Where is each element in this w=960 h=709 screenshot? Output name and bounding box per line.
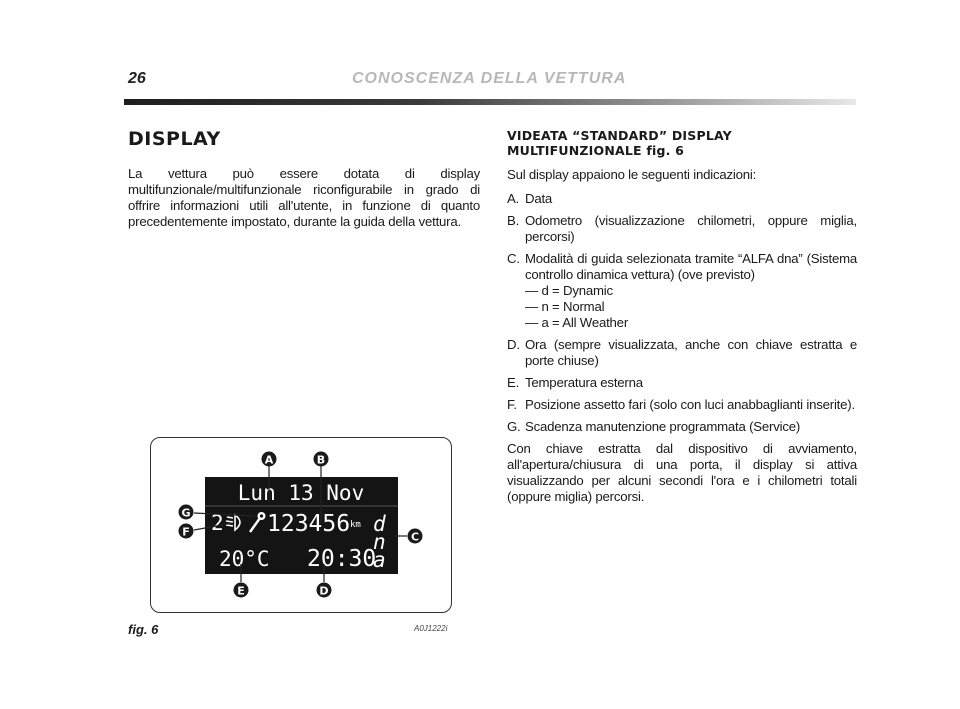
- lcd-mode-d: d: [373, 512, 387, 537]
- list-item: [507, 419, 857, 435]
- svg-text:D: D: [319, 584, 329, 598]
- callout-d: [317, 583, 332, 598]
- list-item: [507, 251, 857, 331]
- svg-text:A: A: [265, 453, 274, 467]
- display-illustration: [149, 436, 451, 612]
- item-text-main: Modalità di guida selezionata tramite “ALFA dna” (Sistema controllo dinamica vettura) (ove previsto): [525, 251, 857, 282]
- lcd-date: Lun 13 Nov: [238, 481, 365, 506]
- mode-dynamic: — d = Dynamic: [525, 283, 613, 298]
- list-item: [507, 191, 857, 207]
- callout-a: [262, 452, 277, 467]
- header-rule: [124, 99, 856, 105]
- lcd-headlight-level: 2: [211, 511, 225, 536]
- item-letter: B.: [507, 213, 520, 228]
- subsection-title-line1: VIDEATA “STANDARD” DISPLAY: [507, 128, 732, 143]
- svg-text:F: F: [182, 525, 191, 539]
- item-letter: D.: [507, 337, 520, 352]
- mode-normal: — n = Normal: [525, 299, 605, 314]
- callout-f: [179, 524, 194, 539]
- figure-frame: [150, 437, 452, 613]
- callout-e: [234, 583, 249, 598]
- item-text: [525, 251, 857, 331]
- callout-g: [179, 505, 194, 520]
- callout-c: [408, 529, 423, 544]
- list-intro: Sul display appaiono le seguenti indicazioni:: [507, 167, 757, 182]
- left-column: [128, 128, 480, 230]
- svg-text:C: C: [411, 530, 420, 544]
- lcd-mode-n: n: [373, 530, 387, 555]
- svg-text:G: G: [181, 506, 191, 520]
- section-title: DISPLAY: [128, 128, 221, 150]
- svg-text:E: E: [237, 584, 246, 598]
- list-item: [507, 213, 857, 245]
- lcd-odometer: 123456: [267, 511, 351, 538]
- chapter-title: CONOSCENZA DELLA VETTURA: [352, 70, 627, 87]
- subsection-title: [507, 128, 857, 158]
- list-item: [507, 375, 857, 391]
- item-letter: F.: [507, 397, 517, 412]
- item-text: Ora (sempre visualizzata, anche con chiave estratta e porte chiuse): [525, 337, 857, 368]
- list-item: [507, 397, 857, 413]
- item-letter: G.: [507, 419, 521, 434]
- callout-b: [314, 452, 329, 467]
- figure-label: fig. 6: [128, 622, 159, 637]
- lcd-time: 20:30: [307, 546, 377, 573]
- item-letter: C.: [507, 251, 520, 266]
- closing-paragraph: Con chiave estratta dal dispositivo di avviamento, all'apertura/chiusura di una porta, il display si attiva visualizzando per alcuni secondi l'ora e i chilometri totali (oppure miglia) percorsi.: [507, 441, 857, 504]
- lcd-temperature: 20°C: [219, 547, 270, 572]
- item-text: Temperatura esterna: [525, 375, 643, 390]
- figure-code: A0J1222i: [414, 624, 448, 633]
- item-text: Data: [525, 191, 553, 206]
- right-column: [507, 128, 857, 505]
- mode-all-weather: — a = All Weather: [525, 315, 629, 330]
- lcd-mode-a: a: [373, 548, 387, 573]
- item-letter: E.: [507, 375, 520, 390]
- item-letter: A.: [507, 191, 520, 206]
- list-item: [507, 337, 857, 369]
- item-text: Posizione assetto fari (solo con luci anabbaglianti inserite).: [525, 397, 855, 412]
- svg-text:B: B: [317, 453, 326, 467]
- item-text: Scadenza manutenzione programmata (Service): [525, 419, 801, 434]
- item-text: Odometro (visualizzazione chilometri, oppure miglia, percorsi): [525, 213, 857, 244]
- page-number: 26: [128, 70, 146, 87]
- subsection-title-line2: MULTIFUNZIONALE fig. 6: [507, 143, 685, 158]
- intro-paragraph: La vettura può essere dotata di display multifunzionale/multifunzionale riconfigurabile in grado di offrire informazioni utili all'utente, in funzione di quanto precedentemente impostato, durante la guida della vettura.: [128, 166, 480, 229]
- lcd-unit: km: [350, 520, 362, 531]
